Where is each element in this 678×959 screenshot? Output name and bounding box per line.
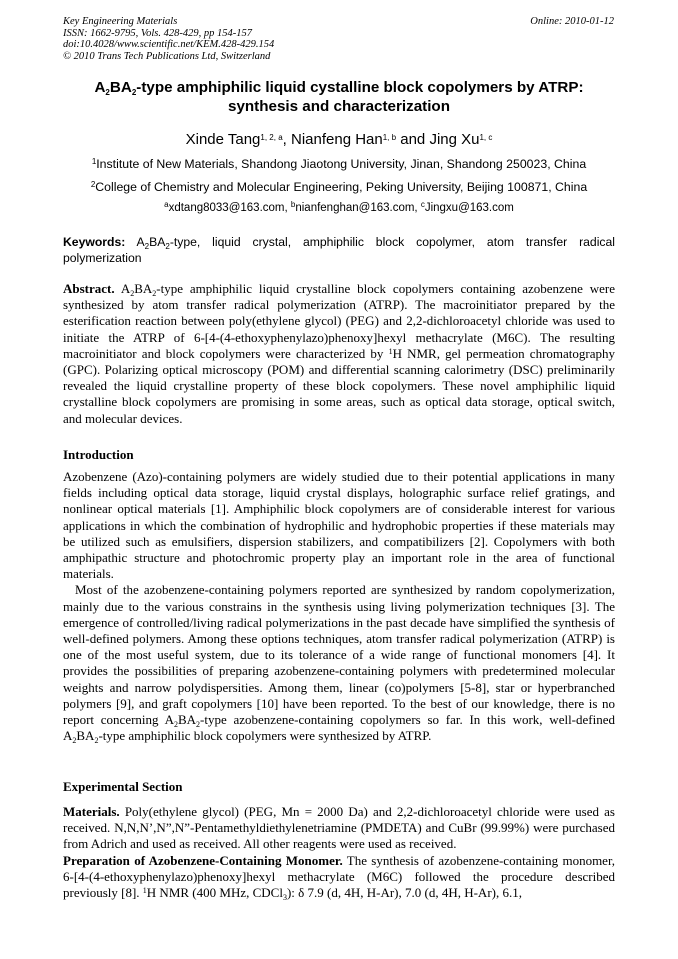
monomer-prep-paragraph: Preparation of Azobenzene-Containing Monomer. The synthesis of azobenzene-containing monomer, 6-[4-(4-ethoxyphenylazo)phenoxy]hexyl methacrylate (M6C) followed the procedure described previously [8]. $^1$H NMR (400 MHz, CDCl$_3$): δ 7.9 (d, 4H, H-Ar), 7.0 (d, 4H, H-Ar), 6.1,	[63, 852, 616, 903]
copyright-line: © 2010 Trans Tech Publications Ltd, Switzerland	[63, 50, 271, 62]
author-list: Xinde Tang$^{1, 2, a}$, Nianfeng Han$^{1, b}$ and Jing Xu$^{1, c}$	[185, 131, 493, 148]
journal-header	[63, 16, 274, 62]
abstract: Abstract. $A_2BA_2$-type amphiphilic liquid crystalline block copolymers containing azobenzene were synthesized by atom transfer radical polymerization (ATRP). The macroinitiator prepared by the esterification reaction between poly(ethylene glycol) (PEG) and 2,2-dichloroacetyl chloride was used to initiate the ATRP of 6-[4-(4-ethoxyphenylazo)phenoxy]hexyl methacrylate (M6C). The resulting macroinitiator and block copolymers were characterized by $^1$H NMR, gel permeation chromatography (GPC). Polarizing optical microscopy (POM) and differential scanning calorimetry (DSC) preliminarily revealed the liquid crystalline property of these block copolymers. These novel amphiphilic liquid crystalline block copolymers are promising in some areas, such as optical data storage, optical switch, and molecular devices.	[63, 281, 616, 426]
paper-title	[63, 78, 615, 116]
experimental-heading: Experimental Section	[63, 779, 183, 794]
title-line-2: synthesis and characterization	[228, 98, 450, 115]
abstract-label: Abstract.	[63, 281, 115, 296]
introduction-heading: Introduction	[63, 447, 134, 462]
materials-paragraph: Materials. Poly(ethylene glycol) (PEG, Mn = 2000 Da) and 2,2-dichloroacetyl chloride were used as received. N,N,N’,N”,N”-Pentamethyldiethylenetriamine (PMDETA) and CuBr (99.99%) were purchased from Adrich and used as received. All other reagents were used as received.	[63, 804, 615, 852]
affiliation-2: $^2$College of Chemistry and Molecular Engineering, Peking University, Beijing 100871, China	[90, 180, 588, 194]
online-date: Online: 2010-01-12	[530, 16, 614, 27]
keywords: Keywords: $A_2BA_2$-type, liquid crystal, amphiphilic block copolymer, atom transfer radical polymerization	[63, 235, 615, 265]
experimental-body	[63, 804, 615, 901]
intro-paragraph-2: Most of the azobenzene-containing polymers reported are synthesized by random copolymerization, mainly due to the various constrains in the synthesis using living polymerization techniques [3]. The emergence of controlled/living radical polymerizations in the past decade have simplified the synthesis of well-defined polymers. Among these options techniques, atom transfer radical polymerization (ATRP) is one of the most useful system, due to its tolerance of a wide range of functional monomers [4]. It provides the possibilities of preparing azobenzene-containing polymers with predetermined molecular weights and narrow polydispersities. Among them, linear (co)polymers [5-8], star or hyperbranched polymers [9], and graft copolymers [10] have been reported. To the best of our knowledge, there is no report concerning $A_2BA_2$-type azobenzene-containing copolymers so far. In this work, well-defined $A_2BA_2$-type amphiphilic block copolymers were synthesized by ATRP.	[63, 582, 615, 746]
author-name: , Nianfeng Han	[282, 131, 383, 148]
author-name: Xinde Tang	[185, 131, 261, 148]
intro-paragraph-1: Azobenzene (Azo)-containing polymers are widely studied due to their potential applications in many fields including optical data storage, liquid crystal displays, holographic surface relief gratings, and nonlinear optical materials [1]. Amphiphilic block copolymers are of considerable interest for various applications in which the combination of hydrophilic and hydrophobic properties if these materials may be utilized such as emulsifiers, dispersion stabilizers, and compatibilizers [2]. Copolymers with both amphipathic structure and photochromic property play an important role in the area of functional materials.	[63, 469, 615, 582]
author-emails: $^a$xdtang8033@163.com, $^b$nianfenghan@163.com, $^c$Jingxu@163.com	[164, 200, 514, 214]
issn-line: ISSN: 1662-9795, Vols. 428-429, pp 154-157	[63, 27, 252, 39]
keywords-label: Keywords:	[63, 235, 126, 249]
title-line-1: $A_2BA_2$-type amphiphilic liquid cystalline block copolymers by ATRP:	[94, 79, 584, 97]
journal-name: Key Engineering Materials	[63, 16, 178, 27]
author-name: and Jing Xu	[396, 131, 480, 148]
affiliation-1: $^1$Institute of New Materials, Shandong Jiaotong University, Jinan, Shandong 250023, China	[91, 157, 587, 171]
introduction-body	[63, 469, 615, 744]
doi-line: doi:10.4028/www.scientific.net/KEM.428-429.154	[63, 39, 275, 50]
